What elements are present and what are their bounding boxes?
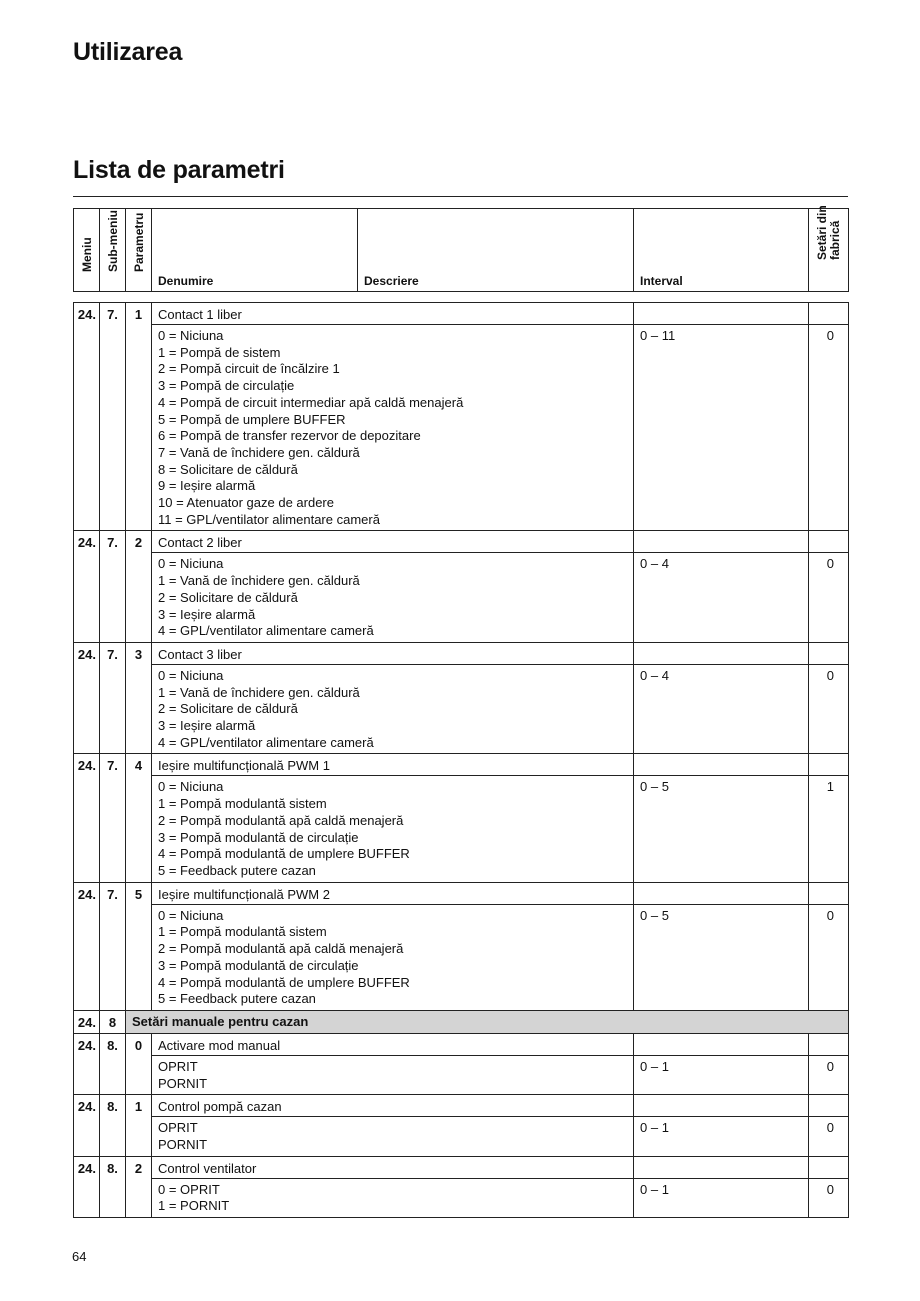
interval-blank xyxy=(634,1156,809,1178)
option-item: 2 = Solicitare de căldură xyxy=(158,701,298,717)
factory-blank xyxy=(809,303,849,325)
option-item: 4 = GPL/ventilator alimentare cameră xyxy=(158,734,374,750)
interval-value: 0 – 4 xyxy=(634,553,809,643)
factory-value: 0 xyxy=(809,904,849,1010)
parameter-row xyxy=(74,882,849,904)
table-header xyxy=(73,205,849,292)
option-item: 5 = Feedback putere cazan xyxy=(158,991,316,1007)
option-item: 11 = GPL/ventilator alimentare cameră xyxy=(158,511,380,527)
parameter-options xyxy=(152,553,634,643)
option-item: 6 = Pompă de transfer rezervor de depozitare xyxy=(158,428,421,444)
page-title: Lista de parametri xyxy=(73,156,285,184)
factory-blank xyxy=(809,1033,849,1055)
parameter-options xyxy=(152,325,634,531)
group-name: Setări manuale pentru cazan xyxy=(126,1010,849,1033)
parameter-options xyxy=(152,904,634,1010)
parameter-detail-row xyxy=(74,325,849,531)
parameter-detail-row xyxy=(74,664,849,754)
option-item: 2 = Pompă modulantă apă caldă menajeră xyxy=(158,941,404,957)
submenu-number: 7. xyxy=(100,642,126,754)
interval-blank xyxy=(634,1095,809,1117)
factory-blank xyxy=(809,754,849,776)
submenu-number: 7. xyxy=(100,882,126,1010)
group-row xyxy=(74,1010,849,1033)
option-item: 1 = Vană de închidere gen. căldură xyxy=(158,573,360,589)
parameter-detail-row xyxy=(74,776,849,882)
parameter-name: Contact 1 liber xyxy=(152,303,634,325)
factory-blank xyxy=(809,1095,849,1117)
parameter-detail-row xyxy=(74,1055,849,1094)
option-item: 2 = Pompă circuit de încălzire 1 xyxy=(158,361,340,377)
parameter-detail-row xyxy=(74,1117,849,1156)
menu-number: 24. xyxy=(74,754,100,882)
menu-number: 24. xyxy=(74,882,100,1010)
option-item: 3 = Ieșire alarmă xyxy=(158,718,256,734)
parameter-name: Control pompă cazan xyxy=(152,1095,634,1117)
interval-value: 0 – 1 xyxy=(634,1055,809,1094)
parameter-number: 5 xyxy=(126,882,152,1010)
option-item: 0 = Niciuna xyxy=(158,328,224,343)
parameter-options xyxy=(152,1117,634,1156)
menu-number: 24. xyxy=(74,1156,100,1217)
factory-value: 1 xyxy=(809,776,849,882)
submenu-number: 8 xyxy=(100,1010,126,1033)
header-name: Denumire xyxy=(152,209,358,292)
parameter-name: Contact 2 liber xyxy=(152,531,634,553)
parameter-options xyxy=(152,1055,634,1094)
option-item: 7 = Vană de închidere gen. căldură xyxy=(158,444,360,460)
parameter-name: Control ventilator xyxy=(152,1156,634,1178)
parameter-number: 4 xyxy=(126,754,152,882)
interval-blank xyxy=(634,882,809,904)
option-item: PORNIT xyxy=(158,1137,208,1153)
option-item: 3 = Ieșire alarmă xyxy=(158,606,256,622)
option-item: 5 = Feedback putere cazan xyxy=(158,862,316,878)
menu-number: 24. xyxy=(74,1095,100,1156)
interval-value: 0 – 5 xyxy=(634,904,809,1010)
interval-value: 0 – 1 xyxy=(634,1178,809,1217)
submenu-number: 7. xyxy=(100,303,126,531)
parameter-row xyxy=(74,1095,849,1117)
option-item: 10 = Atenuator gaze de ardere xyxy=(158,495,334,511)
parameter-number: 1 xyxy=(126,303,152,531)
parameter-row xyxy=(74,1033,849,1055)
header-menu: Meniu xyxy=(74,209,100,292)
factory-value: 0 xyxy=(809,1055,849,1094)
submenu-number: 7. xyxy=(100,754,126,882)
option-item: 5 = Pompă de umplere BUFFER xyxy=(158,411,346,427)
page-number: 64 xyxy=(72,1249,87,1264)
option-item: 1 = Pompă modulantă sistem xyxy=(158,924,327,940)
option-item: 4 = GPL/ventilator alimentare cameră xyxy=(158,623,374,639)
parameter-number: 3 xyxy=(126,642,152,754)
factory-blank xyxy=(809,882,849,904)
factory-value: 0 xyxy=(809,664,849,754)
parameter-name: Contact 3 liber xyxy=(152,642,634,664)
menu-number: 24. xyxy=(74,303,100,531)
parameter-number: 0 xyxy=(126,1033,152,1094)
factory-value: 0 xyxy=(809,553,849,643)
option-item: 9 = Ieșire alarmă xyxy=(158,478,256,494)
parameter-row xyxy=(74,754,849,776)
option-item: PORNIT xyxy=(158,1075,208,1091)
option-item: 4 = Pompă modulantă de umplere BUFFER xyxy=(158,974,410,990)
title-divider xyxy=(73,196,848,197)
parameter-name: Activare mod manual xyxy=(152,1033,634,1055)
interval-value: 0 – 5 xyxy=(634,776,809,882)
option-item: 3 = Pompă modulantă de circulație xyxy=(158,829,359,845)
menu-number: 24. xyxy=(74,1033,100,1094)
interval-blank xyxy=(634,754,809,776)
interval-blank xyxy=(634,303,809,325)
option-item: OPRIT xyxy=(158,1120,198,1136)
option-item: 3 = Pompă de circulație xyxy=(158,378,295,394)
option-item: 4 = Pompă de circuit intermediar apă caldă menajeră xyxy=(158,394,464,410)
option-item: 0 = Niciuna xyxy=(158,667,224,683)
option-item: 0 = Niciuna xyxy=(158,556,224,572)
submenu-number: 8. xyxy=(100,1156,126,1217)
option-item: 0 = OPRIT xyxy=(158,1181,220,1197)
header-description: Descriere xyxy=(358,209,634,292)
interval-blank xyxy=(634,1033,809,1055)
option-item: 1 = Pompă de sistem xyxy=(158,344,281,360)
factory-value: 0 xyxy=(809,1178,849,1217)
parameter-options xyxy=(152,664,634,754)
submenu-number: 8. xyxy=(100,1095,126,1156)
parameter-row xyxy=(74,1156,849,1178)
parameter-options xyxy=(152,776,634,882)
option-item: 1 = Pompă modulantă sistem xyxy=(158,796,327,812)
menu-number: 24. xyxy=(74,1010,100,1033)
factory-value: 0 xyxy=(809,325,849,531)
parameter-detail-row xyxy=(74,904,849,1010)
parameter-row xyxy=(74,303,849,325)
option-item: 2 = Pompă modulantă apă caldă menajeră xyxy=(158,812,404,828)
interval-value: 0 – 1 xyxy=(634,1117,809,1156)
factory-blank xyxy=(809,642,849,664)
factory-blank xyxy=(809,531,849,553)
parameter-options xyxy=(152,1178,634,1217)
submenu-number: 8. xyxy=(100,1033,126,1094)
option-item: 1 = PORNIT xyxy=(158,1198,230,1214)
parameter-table xyxy=(73,302,849,1218)
section-title: Utilizarea xyxy=(73,38,183,66)
parameter-number: 2 xyxy=(126,531,152,643)
interval-value: 0 – 4 xyxy=(634,664,809,754)
parameter-row xyxy=(74,642,849,664)
option-item: 0 = Niciuna xyxy=(158,779,224,795)
option-item: OPRIT xyxy=(158,1058,198,1074)
parameter-row xyxy=(74,531,849,553)
submenu-number: 7. xyxy=(100,531,126,643)
interval-blank xyxy=(634,642,809,664)
option-item: 0 = Niciuna xyxy=(158,907,224,923)
interval-value: 0 – 11 xyxy=(634,325,809,531)
menu-number: 24. xyxy=(74,531,100,643)
factory-value: 0 xyxy=(809,1117,849,1156)
menu-number: 24. xyxy=(74,642,100,754)
parameter-detail-row xyxy=(74,553,849,643)
option-item: 3 = Pompă modulantă de circulație xyxy=(158,957,359,973)
parameter-name: Ieșire multifuncțională PWM 1 xyxy=(152,754,634,776)
header-submenu: Sub-meniu xyxy=(100,209,126,292)
parameter-name: Ieșire multifuncțională PWM 2 xyxy=(152,882,634,904)
parameter-detail-row xyxy=(74,1178,849,1217)
header-factory: Setări din fabrică xyxy=(809,209,849,292)
parameter-number: 1 xyxy=(126,1095,152,1156)
option-item: 2 = Solicitare de căldură xyxy=(158,589,298,605)
header-param: Parametru xyxy=(126,209,152,292)
parameter-number: 2 xyxy=(126,1156,152,1217)
option-item: 1 = Vană de închidere gen. căldură xyxy=(158,684,360,700)
option-item: 4 = Pompă modulantă de umplere BUFFER xyxy=(158,846,410,862)
interval-blank xyxy=(634,531,809,553)
option-item: 8 = Solicitare de căldură xyxy=(158,461,298,477)
factory-blank xyxy=(809,1156,849,1178)
header-interval: Interval xyxy=(634,209,809,292)
